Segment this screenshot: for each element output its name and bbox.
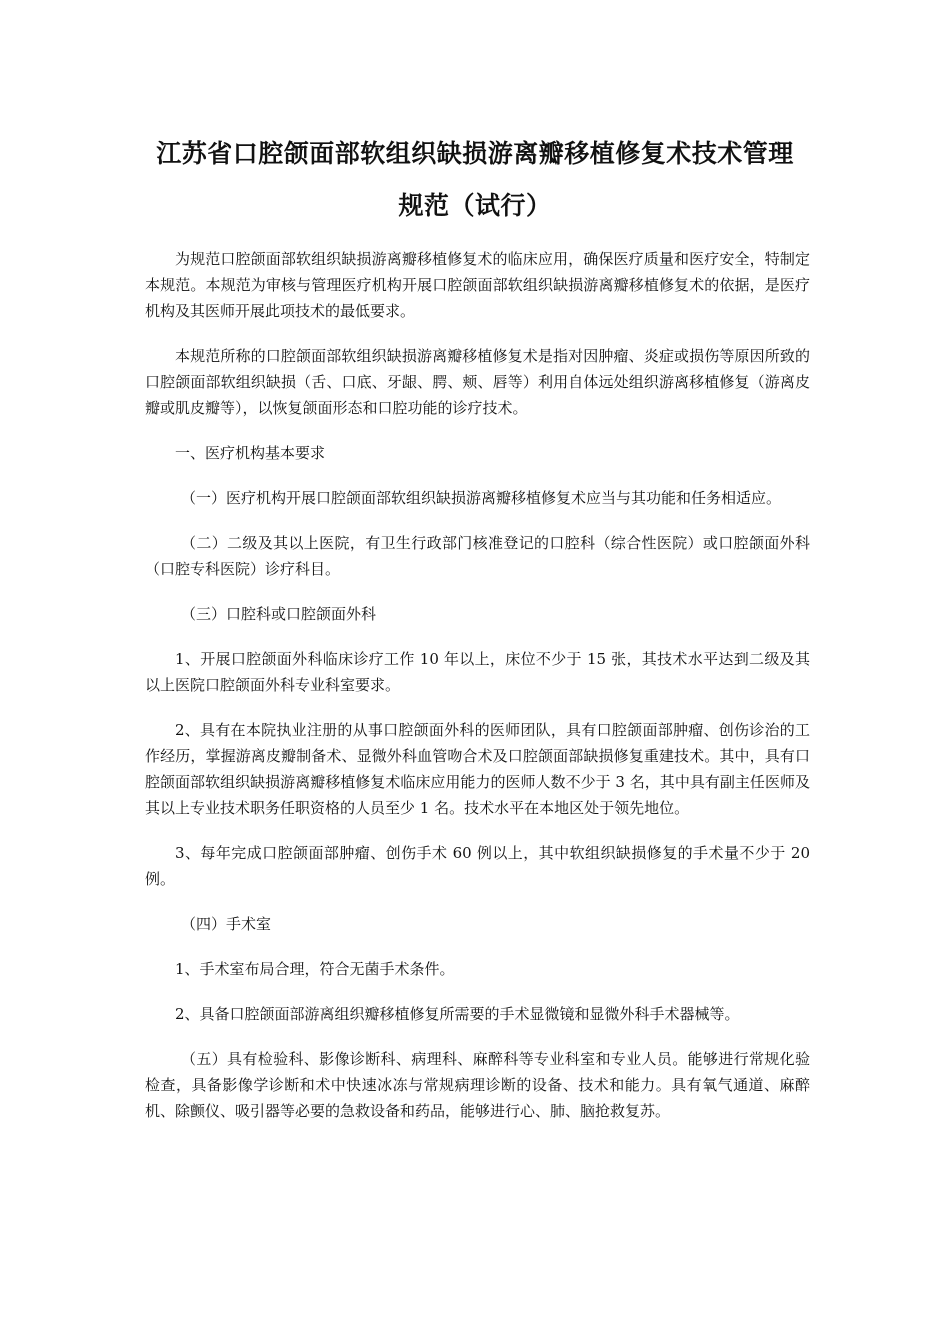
clause-5: （五）具有检验科、影像诊断科、病理科、麻醉科等专业科室和专业人员。能够进行常规化验检查，具备影像学诊断和术中快速冰冻与常规病理诊断的设备、技术和能力。具有氧气通道、麻醉机、除颤仪、吸引器等必要的急救设备和药品，能够进行心、肺、脑抢救复苏。 [145, 1050, 810, 1120]
clause-3-item-1: 1、开展口腔颌面外科临床诊疗工作 10 年以上，床位不少于 15 张，其技术水平达到二级及其以上医院口腔颌面外科专业科室要求。 [145, 650, 810, 694]
paragraph-definition: 本规范所称的口腔颌面部软组织缺损游离瓣移植修复术是指对因肿瘤、炎症或损伤等原因所致的口腔颌面部软组织缺损（舌、口底、牙龈、腭、颊、唇等）利用自体远处组织游离移植修复（游离皮瓣或肌皮瓣等），以恢复颌面形态和口腔功能的诊疗技术。 [145, 347, 810, 417]
clause-4-item-1: 1、手术室布局合理，符合无菌手术条件。 [175, 960, 455, 978]
clause-4-heading: （四）手术室 [181, 915, 272, 933]
document-title [120, 128, 830, 232]
clause-3-heading: （三）口腔科或口腔颌面外科 [181, 605, 377, 623]
clause-2: （二）二级及其以上医院，有卫生行政部门核准登记的口腔科（综合性医院）或口腔颌面外科（口腔专科医院）诊疗科目。 [145, 534, 810, 578]
clause-1: （一）医疗机构开展口腔颌面部软组织缺损游离瓣移植修复术应当与其功能和任务相适应。 [181, 489, 782, 507]
document-body [145, 246, 810, 1143]
clause-4-item-2: 2、具备口腔颌面部游离组织瓣移植修复所需要的手术显微镜和显微外科手术器械等。 [175, 1005, 740, 1023]
title-line-1: 江苏省口腔颌面部软组织缺损游离瓣移植修复术技术管理 [156, 139, 794, 168]
paragraph-purpose: 为规范口腔颌面部软组织缺损游离瓣移植修复术的临床应用，确保医疗质量和医疗安全，特制定本规范。本规范为审核与管理医疗机构开展口腔颌面部软组织缺损游离瓣移植修复术的依据，是医疗机构及其医师开展此项技术的最低要求。 [145, 250, 810, 320]
clause-3-item-3: 3、每年完成口腔颌面部肿瘤、创伤手术 60 例以上，其中软组织缺损修复的手术量不少于 20 例。 [145, 844, 810, 888]
clause-3-item-2: 2、具有在本院执业注册的从事口腔颌面外科的医师团队，具有口腔颌面部肿瘤、创伤诊治的工作经历，掌握游离皮瓣制备术、显微外科血管吻合术及口腔颌面部缺损修复重建技术。其中，具有口腔颌面部软组织缺损游离瓣移植修复术临床应用能力的医师人数不少于 3 名，其中具有副主任医师及其以上专业技术职务任职资格的人员至少 1 名。技术水平在本地区处于领先地位。 [145, 721, 810, 817]
section-heading-1: 一、医疗机构基本要求 [175, 444, 326, 462]
title-line-2: 规范（试行） [398, 191, 552, 220]
